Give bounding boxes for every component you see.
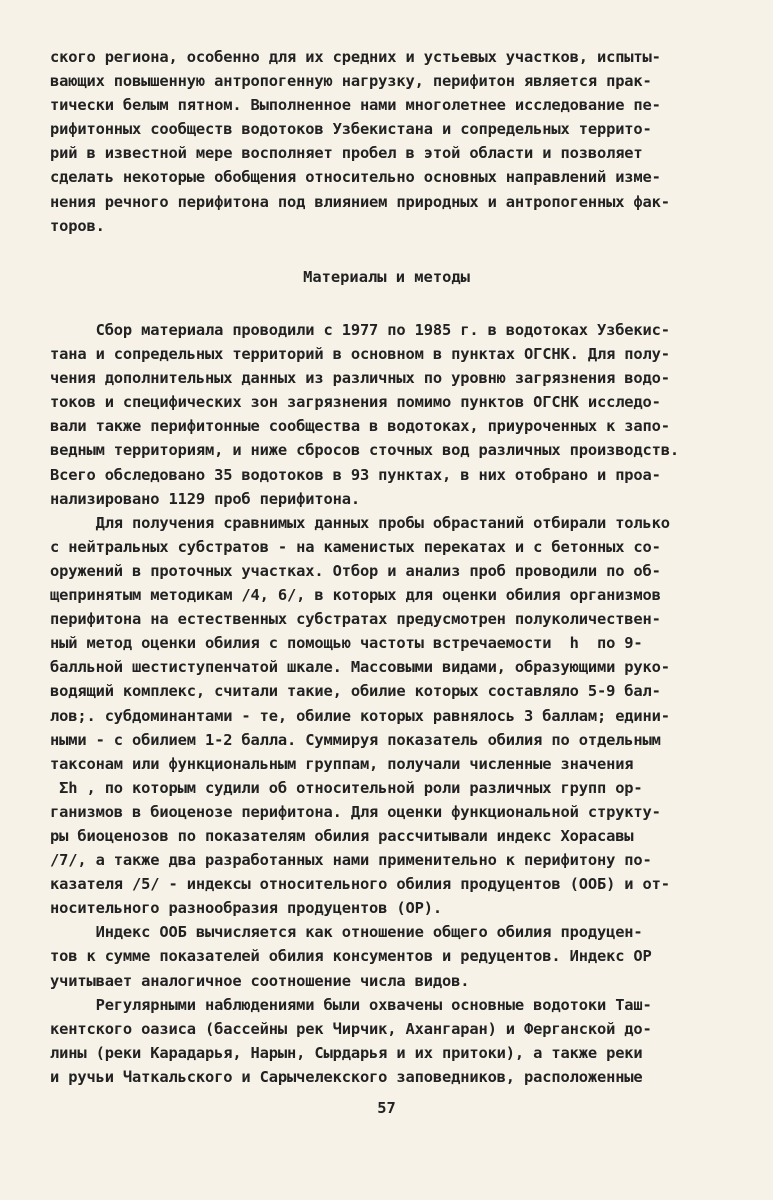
text-line: балльной шестиступенчатой шкале. Массовыми видами, образующими руко- (50, 658, 670, 677)
text-line: перифитона на естественных субстратах предусмотрен полуколичествен- (50, 610, 661, 629)
methods-section (50, 318, 740, 1089)
text-line: казателя /5/ - индексы относительного обилия продуцентов (ООБ) и от- (50, 875, 670, 894)
text-line: Регулярными наблюдениями были охвачены основные водотоки Таш- (50, 995, 652, 1014)
text-line: кентского оазиса (бассейны рек Чирчик, Ахангаран) и Ферганской до- (50, 1019, 652, 1038)
text-line: ского региона, особенно для их средних и устьевых участков, испыты- (50, 48, 661, 66)
text-line: лины (реки Карадарья, Нарын, Сырдарья и их притоки), а также реки (50, 1043, 643, 1062)
text-line: рифитонных сообществ водотоков Узбекистана и сопредельных террито- (50, 120, 652, 139)
text-line: носительного разнообразия продуцентов (ОР). (50, 899, 442, 918)
text-line: ными - с обилием 1-2 балла. Суммируя показатель обилия по отдельным (50, 730, 661, 749)
text-line: лов;. субдоминантами - те, обилие которых равнялось 3 баллам; едини- (50, 706, 670, 725)
text-line: /7/, а также два разработанных нами применительно к перифитону по- (50, 851, 652, 870)
text-line: торов. (50, 216, 105, 235)
text-line: и ручьи Чаткальского и Сарычелекского заповедников, расположенные (50, 1067, 643, 1086)
text-line: учитывает аналогичное соотношение числа видов. (50, 971, 470, 990)
text-line: вающих повышенную антропогенную нагрузку, перифитон является прак- (50, 72, 652, 91)
text-line: ный метод оценки обилия с помощью частоты встречаемости h по 9- (50, 634, 643, 653)
text-line: чения дополнительных данных из различных по уровню загрязнения водо- (50, 369, 670, 388)
text-line: ры биоценозов по показателям обилия рассчитывали индекс Хорасавы (50, 826, 634, 845)
text-line: щепринятым методикам /4, 6/, в которых для оценки обилия организмов (50, 586, 661, 605)
text-line: тов к сумме показателей обилия консументов и редуцентов. Индекс ОР (50, 947, 652, 966)
text-line: водящий комплекс, считали такие, обилие которых составляло 5-9 бал- (50, 682, 661, 701)
text-line: Для получения сравнимых данных пробы обрастаний отбирали только (50, 513, 670, 532)
text-line: Σh , по которым судили об относительной роли различных групп ор- (50, 778, 643, 797)
text-line: токов и специфических зон загрязнения помимо пунктов ОГСНК исследо- (50, 393, 661, 412)
section-heading: Материалы и методы (303, 268, 470, 286)
text-line: рий в известной мере восполняет пробел в этой области и позволяет (50, 144, 643, 163)
text-line: нения речного перифитона под влиянием природных и антропогенных фак- (50, 192, 670, 211)
text-line: ведным территориям, и ниже сбросов сточных вод различных производств. (50, 441, 680, 460)
text-line: Сбор материала проводили с 1977 по 1985 г. в водотоках Узбекис- (50, 321, 670, 339)
text-line: оружений в проточных участках. Отбор и анализ проб проводили по об- (50, 561, 661, 580)
text-line: ганизмов в биоценозе перифитона. Для оценки функциональной структу- (50, 802, 661, 821)
text-line: тана и сопредельных территорий в основном в пунктах ОГСНК. Для полу- (50, 345, 670, 364)
text-line: тически белым пятном. Выполненное нами многолетнее исследование пе- (50, 96, 661, 115)
text-line: нализировано 1129 проб перифитона. (50, 489, 360, 508)
page-number: 57 (377, 1099, 396, 1117)
text-line: Индекс ООБ вычисляется как отношение общего обилия продуцен- (50, 923, 643, 942)
text-line: с нейтральных субстратов - на каменистых перекатах и с бетонных со- (50, 537, 661, 556)
intro-paragraph (50, 45, 740, 238)
text-line: таксонам или функциональным группам, получали численные значения (50, 754, 634, 773)
text-line: Всего обследовано 35 водотоков в 93 пунктах, в них отобрано и проа- (50, 465, 661, 484)
text-line: вали также перифитонные сообщества в водотоках, приуроченных к запо- (50, 417, 670, 436)
text-line: сделать некоторые обобщения относительно основных направлений изме- (50, 168, 661, 187)
